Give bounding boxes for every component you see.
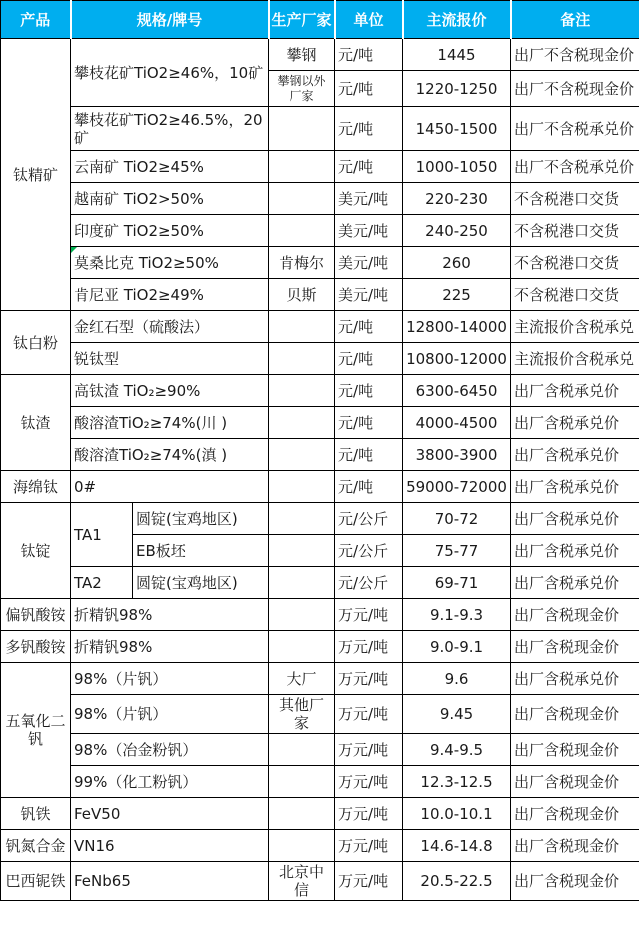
spec-cell: FeNb65 xyxy=(71,862,269,901)
note-cell: 出厂含税承兑价 xyxy=(511,567,639,599)
unit-cell: 元/公斤 xyxy=(335,567,403,599)
col-header-product: 产品 xyxy=(1,1,71,39)
unit-cell: 万元/吨 xyxy=(335,766,403,798)
spec-cell: 98%（片钒） xyxy=(71,695,269,734)
note-cell: 出厂不含税承兑价 xyxy=(511,151,639,183)
product-cell: 钛精矿 xyxy=(1,39,71,311)
maker-cell: 其他厂家 xyxy=(269,695,335,734)
price-cell: 10.0-10.1 xyxy=(403,798,511,830)
spec-text: 莫桑比克 TiO2≥50% xyxy=(74,253,219,272)
table-row xyxy=(1,407,639,439)
maker-cell xyxy=(269,535,335,567)
price-cell: 20.5-22.5 xyxy=(403,862,511,901)
maker-cell xyxy=(269,343,335,375)
product-cell: 海绵钛 xyxy=(1,471,71,503)
price-cell: 14.6-14.8 xyxy=(403,830,511,862)
note-cell: 出厂含税承兑价 xyxy=(511,407,639,439)
note-cell: 不含税港口交货 xyxy=(511,247,639,279)
product-cell: 钛渣 xyxy=(1,375,71,471)
unit-cell: 元/吨 xyxy=(335,471,403,503)
maker-cell xyxy=(269,631,335,663)
price-cell: 9.4-9.5 xyxy=(403,734,511,766)
spec-cell: 圆锭(宝鸡地区) xyxy=(133,503,269,535)
maker-cell xyxy=(269,830,335,862)
note-cell: 出厂不含税现金价 xyxy=(511,39,639,71)
maker-cell xyxy=(269,503,335,535)
note-cell: 不含税港口交货 xyxy=(511,279,639,311)
maker-cell xyxy=(269,375,335,407)
spec-cell: 高钛渣 TiO₂≥90% xyxy=(71,375,269,407)
spec-cell: 越南矿 TiO2>50% xyxy=(71,183,269,215)
table-row xyxy=(1,247,639,279)
spec-cell: 锐钛型 xyxy=(71,343,269,375)
table-row xyxy=(1,215,639,247)
unit-cell: 元/公斤 xyxy=(335,535,403,567)
note-cell: 出厂不含税现金价 xyxy=(511,71,639,107)
note-cell: 出厂含税现金价 xyxy=(511,695,639,734)
col-header-maker: 生产厂家 xyxy=(269,1,335,39)
maker-cell xyxy=(269,766,335,798)
table-row xyxy=(1,734,639,766)
note-cell: 不含税港口交货 xyxy=(511,215,639,247)
product-cell: 钒氮合金 xyxy=(1,830,71,862)
spec-cell: 圆锭(宝鸡地区) xyxy=(133,567,269,599)
maker-cell xyxy=(269,107,335,151)
maker-cell: 北京中信 xyxy=(269,862,335,901)
table-row xyxy=(1,830,639,862)
product-cell: 钛白粉 xyxy=(1,311,71,375)
unit-cell: 万元/吨 xyxy=(335,830,403,862)
spec-cell: 攀枝花矿TiO2≥46%，10矿 xyxy=(71,39,269,107)
maker-cell xyxy=(269,798,335,830)
product-cell: 钒铁 xyxy=(1,798,71,830)
spec-cell: 折精钒98% xyxy=(71,631,269,663)
unit-cell: 万元/吨 xyxy=(335,695,403,734)
note-cell: 出厂含税承兑价 xyxy=(511,535,639,567)
price-cell: 59000-72000 xyxy=(403,471,511,503)
maker-cell xyxy=(269,151,335,183)
note-cell: 出厂含税承兑价 xyxy=(511,471,639,503)
maker-cell: 攀钢以外厂家 xyxy=(269,71,335,107)
unit-cell: 元/吨 xyxy=(335,439,403,471)
note-cell: 出厂含税现金价 xyxy=(511,862,639,901)
unit-cell: 万元/吨 xyxy=(335,798,403,830)
note-cell: 出厂含税现金价 xyxy=(511,798,639,830)
table-row xyxy=(1,567,639,599)
table-row xyxy=(1,343,639,375)
price-cell: 9.0-9.1 xyxy=(403,631,511,663)
note-cell: 出厂含税现金价 xyxy=(511,599,639,631)
price-cell: 1220-1250 xyxy=(403,71,511,107)
maker-cell xyxy=(269,183,335,215)
spec-cell: 99%（化工粉钒） xyxy=(71,766,269,798)
unit-cell: 万元/吨 xyxy=(335,663,403,695)
note-cell: 出厂不含税承兑价 xyxy=(511,107,639,151)
col-header-spec: 规格/牌号 xyxy=(71,1,269,39)
unit-cell: 元/吨 xyxy=(335,39,403,71)
table-row xyxy=(1,631,639,663)
table-row xyxy=(1,151,639,183)
grade-cell: TA1 xyxy=(71,503,133,567)
table-row xyxy=(1,279,639,311)
spec-cell: VN16 xyxy=(71,830,269,862)
maker-cell xyxy=(269,311,335,343)
spec-cell: 酸溶渣TiO₂≥74%(滇 ) xyxy=(71,439,269,471)
spec-cell: FeV50 xyxy=(71,798,269,830)
spec-cell: 攀枝花矿TiO2≥46.5%，20矿 xyxy=(71,107,269,151)
spec-cell: 金红石型（硫酸法） xyxy=(71,311,269,343)
price-cell: 1445 xyxy=(403,39,511,71)
maker-cell xyxy=(269,439,335,471)
spec-cell: 肯尼亚 TiO2≥49% xyxy=(71,279,269,311)
unit-cell: 元/公斤 xyxy=(335,503,403,535)
maker-cell xyxy=(269,471,335,503)
header-row xyxy=(1,1,639,39)
price-cell: 3800-3900 xyxy=(403,439,511,471)
col-header-price: 主流报价 xyxy=(403,1,511,39)
price-cell: 6300-6450 xyxy=(403,375,511,407)
table-row xyxy=(1,471,639,503)
product-cell: 巴西铌铁 xyxy=(1,862,71,901)
maker-cell: 大厂 xyxy=(269,663,335,695)
col-header-unit: 单位 xyxy=(335,1,403,39)
note-cell: 主流报价含税承兑 xyxy=(511,343,639,375)
unit-cell: 元/吨 xyxy=(335,311,403,343)
table-row xyxy=(1,663,639,695)
unit-cell: 元/吨 xyxy=(335,107,403,151)
table-row xyxy=(1,375,639,407)
price-cell: 220-230 xyxy=(403,183,511,215)
price-cell: 70-72 xyxy=(403,503,511,535)
spec-cell: 印度矿 TiO2≥50% xyxy=(71,215,269,247)
note-cell: 出厂含税承兑价 xyxy=(511,503,639,535)
spec-cell: 0# xyxy=(71,471,269,503)
spec-cell: EB板坯 xyxy=(133,535,269,567)
product-cell: 钛锭 xyxy=(1,503,71,599)
note-cell: 出厂含税现金价 xyxy=(511,766,639,798)
price-cell: 240-250 xyxy=(403,215,511,247)
price-cell: 75-77 xyxy=(403,535,511,567)
table-row xyxy=(1,311,639,343)
note-cell: 主流报价含税承兑 xyxy=(511,311,639,343)
price-cell: 1450-1500 xyxy=(403,107,511,151)
maker-cell xyxy=(269,567,335,599)
comment-marker-icon xyxy=(71,247,77,253)
note-cell: 出厂含税承兑价 xyxy=(511,439,639,471)
unit-cell: 美元/吨 xyxy=(335,247,403,279)
unit-cell: 元/吨 xyxy=(335,407,403,439)
note-cell: 出厂含税承兑价 xyxy=(511,663,639,695)
unit-cell: 元/吨 xyxy=(335,375,403,407)
price-cell: 9.6 xyxy=(403,663,511,695)
unit-cell: 美元/吨 xyxy=(335,215,403,247)
spec-cell: 98%（冶金粉钒） xyxy=(71,734,269,766)
note-cell: 出厂含税现金价 xyxy=(511,734,639,766)
table-row xyxy=(1,695,639,734)
spec-cell: 98%（片钒） xyxy=(71,663,269,695)
maker-cell xyxy=(269,734,335,766)
note-cell: 出厂含税承兑价 xyxy=(511,375,639,407)
table-row xyxy=(1,503,639,535)
unit-cell: 万元/吨 xyxy=(335,631,403,663)
unit-cell: 万元/吨 xyxy=(335,734,403,766)
table-row xyxy=(1,599,639,631)
unit-cell: 元/吨 xyxy=(335,71,403,107)
table-row xyxy=(1,107,639,151)
maker-cell xyxy=(269,407,335,439)
product-cell: 多钒酸铵 xyxy=(1,631,71,663)
table-row xyxy=(1,766,639,798)
product-cell: 五氧化二钒 xyxy=(1,663,71,798)
note-cell: 不含税港口交货 xyxy=(511,183,639,215)
product-cell: 偏钒酸铵 xyxy=(1,599,71,631)
price-cell: 4000-4500 xyxy=(403,407,511,439)
price-cell: 225 xyxy=(403,279,511,311)
table-row xyxy=(1,862,639,901)
col-header-note: 备注 xyxy=(511,1,639,39)
unit-cell: 万元/吨 xyxy=(335,599,403,631)
unit-cell: 元/吨 xyxy=(335,343,403,375)
table-row xyxy=(1,798,639,830)
price-cell: 12.3-12.5 xyxy=(403,766,511,798)
note-cell: 出厂含税现金价 xyxy=(511,830,639,862)
price-cell: 12800-14000 xyxy=(403,311,511,343)
unit-cell: 美元/吨 xyxy=(335,279,403,311)
maker-cell xyxy=(269,599,335,631)
maker-cell: 肯梅尔 xyxy=(269,247,335,279)
maker-cell: 贝斯 xyxy=(269,279,335,311)
spec-cell: 折精钒98% xyxy=(71,599,269,631)
price-cell: 9.1-9.3 xyxy=(403,599,511,631)
note-cell: 出厂含税现金价 xyxy=(511,631,639,663)
price-cell: 69-71 xyxy=(403,567,511,599)
price-cell: 260 xyxy=(403,247,511,279)
spec-cell: 云南矿 TiO2≥45% xyxy=(71,151,269,183)
unit-cell: 美元/吨 xyxy=(335,183,403,215)
unit-cell: 万元/吨 xyxy=(335,862,403,901)
price-cell: 9.45 xyxy=(403,695,511,734)
maker-cell: 攀钢 xyxy=(269,39,335,71)
spec-cell xyxy=(71,247,269,279)
grade-cell: TA2 xyxy=(71,567,133,599)
table-row xyxy=(1,183,639,215)
maker-cell xyxy=(269,215,335,247)
table-row xyxy=(1,39,639,71)
price-cell: 10800-12000 xyxy=(403,343,511,375)
table-row xyxy=(1,439,639,471)
price-cell: 1000-1050 xyxy=(403,151,511,183)
unit-cell: 元/吨 xyxy=(335,151,403,183)
spec-cell: 酸溶渣TiO₂≥74%(川 ) xyxy=(71,407,269,439)
